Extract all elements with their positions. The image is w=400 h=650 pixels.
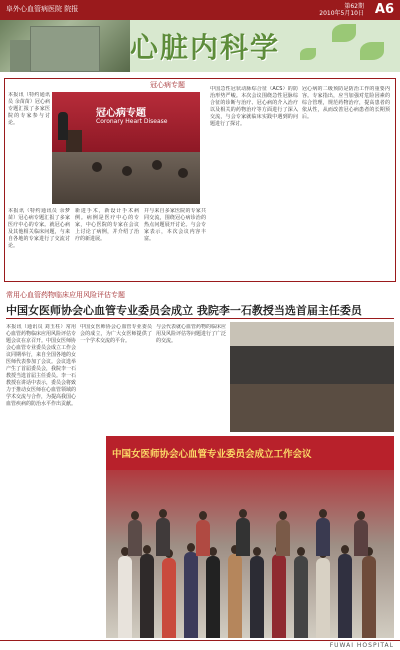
article-1-paragraph: 并与来自多家医院的专家共同交流，围绕冠心病诊治的热点问题展开讨论。与会专家表示，本次会议内容丰富。	[144, 208, 206, 242]
leaf-decoration-icon	[300, 48, 316, 60]
issue-date: 2010年5月10日	[319, 10, 364, 17]
audience	[52, 152, 200, 204]
person-figure	[272, 554, 286, 638]
article-1-paragraph: 本报讯（特约通讯员 余梦苗）冠心病专题汇报了多家医疗中心的专家。就冠心病及其他相关临床问题，与来自各地的专家进行了交流讨论。	[8, 208, 70, 249]
person-figure	[354, 520, 368, 556]
person-figure	[236, 518, 250, 556]
person-figure	[294, 556, 308, 638]
building-shape	[30, 26, 100, 72]
person-figure	[228, 554, 242, 638]
meeting-room-photo	[230, 322, 394, 432]
article-2-paragraph: 本报讯（通讯员 刘玉柱）常用心血管药物临床应用风险评估专题会议在京召开。中国女医师协会心血管专业委员会成立工作会议同期举行，来自全国各地的女医师代表参加了会议。会议选举产生了首届委员会，我院李一石教授当选首届主任委员。李一石教授在讲话中表示，委员会将致力于推动女医师在心血管领域的学术交流与合作，为提高我国心血管疾病的防治水平作出贡献。	[6, 324, 76, 407]
person-figure	[118, 556, 132, 638]
article-1-paragraph: 冠心病的二级预防是防治工作的重要内容。专家指出，应当加强对危险因素的综合管理，规范药物治疗，提高患者的依从性，从而改善冠心病患者的长期预后。	[302, 86, 390, 120]
audience-head	[92, 162, 102, 172]
person-figure	[316, 558, 330, 638]
article-2-paragraph: 中国女医师协会心血管专业委员会的成立，为广大女医师提供了一个学术交流的平台。	[80, 324, 152, 344]
article-2-column-label: 常用心血管药物临床应用风险评估专题	[6, 291, 125, 299]
page-number: A6	[374, 2, 394, 17]
person-figure	[316, 518, 330, 556]
person-figure	[156, 518, 170, 556]
headline-divider	[6, 318, 394, 319]
masthead-bar	[0, 0, 400, 20]
person-figure	[184, 552, 198, 638]
audience-head	[152, 160, 162, 170]
article-1-paragraph: 新进手术，新设计手术病例。病例是医疗中心的专家，中心医院的专家在会议上讨论了病例，并介绍了治疗的新进展。	[75, 208, 139, 242]
leaf-decoration-icon	[360, 42, 384, 60]
leaf-decoration-icon	[332, 24, 356, 42]
podium	[66, 130, 82, 152]
photo-banner-title: 冠心病专题	[96, 108, 146, 119]
person-figure	[128, 520, 142, 556]
article-2-paragraph: 与会代表就心血管药物的临床应用及风险评估等问题进行了广泛的交流。	[156, 324, 226, 344]
person-figure	[362, 556, 376, 638]
audience-head	[178, 168, 188, 178]
meeting-table	[230, 384, 394, 432]
article-1-paragraph: 中国急性冠状动脉综合征（ACS）的防治形势严峻。本次会议围绕急性冠脉综合征的诊断与治疗、冠心病的介入治疗以及相关的药物治疗等方面进行了深入交流，与会专家就临床实践中遇到的问题进行了探讨。	[210, 86, 298, 127]
publication-name: 阜外心血管病医院 院报	[6, 5, 79, 13]
photo-banner-subtitle: Coronary Heart Disease	[96, 118, 168, 125]
person-figure	[338, 554, 352, 638]
issue-info	[319, 3, 364, 17]
page-footer	[0, 640, 400, 650]
photo-wall	[230, 322, 394, 346]
person-figure	[250, 556, 264, 638]
group-photo	[106, 436, 394, 638]
footer-brand: FUWAI HOSPITAL	[329, 642, 394, 649]
group-photo-banner-text: 中国女医师协会心血管专业委员会成立工作会议	[112, 449, 312, 460]
person-figure	[162, 558, 176, 638]
person-figure	[196, 520, 210, 556]
issue-number: 第62期	[344, 3, 364, 10]
article-1-column-label: 冠心病专题	[150, 81, 185, 89]
article-1-text-side: 本报讯（特约通讯员 余苗苗）冠心病专题汇报了多家医院的专家参与讨论。	[8, 92, 50, 126]
building-photo	[0, 20, 130, 72]
audience-head	[122, 166, 132, 176]
section-title: 心脏内科学	[130, 31, 281, 64]
article-2-headline: 中国女医师协会心血管专业委员会成立 我院李一石教授当选首届主任委员	[6, 304, 362, 317]
person-figure	[206, 556, 220, 638]
conference-photo	[52, 92, 200, 204]
person-figure	[276, 520, 290, 556]
person-figure	[140, 554, 154, 638]
speaker-figure	[58, 112, 68, 140]
section-header	[0, 20, 400, 72]
